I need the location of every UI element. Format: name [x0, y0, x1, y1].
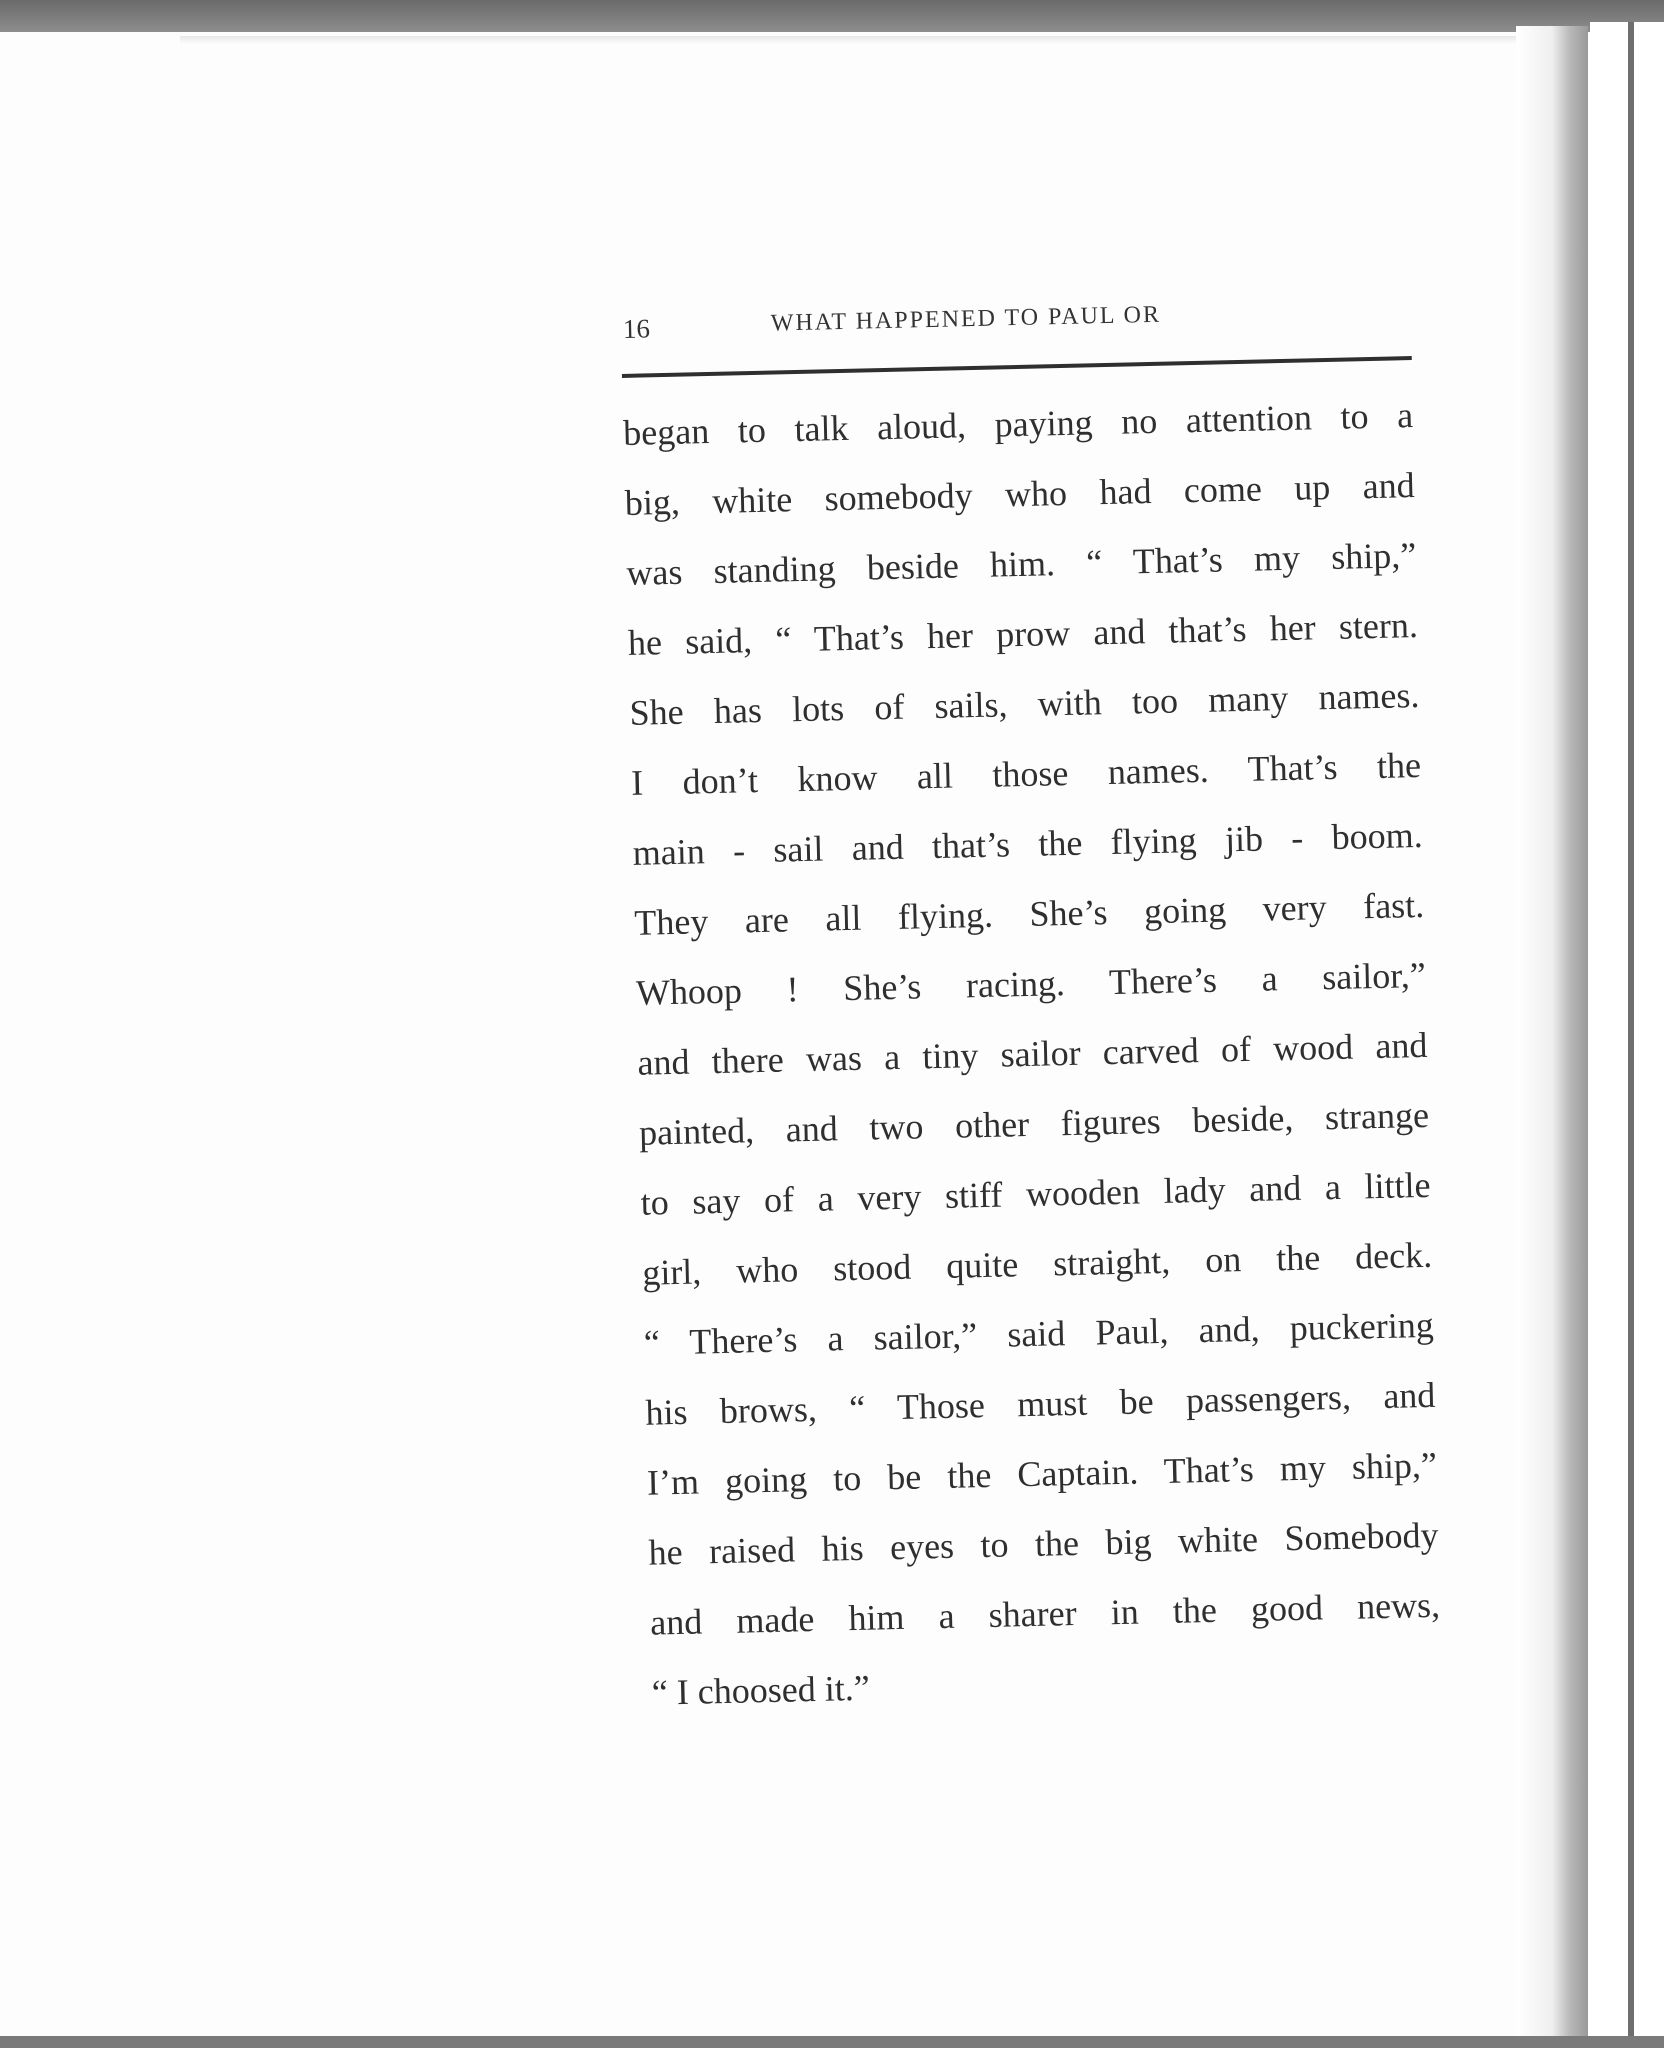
text-line: painted, and two other figures beside, strange	[638, 1094, 1430, 1153]
scanner-border-top	[0, 0, 1664, 32]
text-line: he raised his eyes to the big white Somebody	[648, 1514, 1439, 1573]
running-head-title: WHAT HAPPENED TO PAUL OR	[770, 301, 1162, 337]
text-line: began to talk aloud, paying no attention to a	[622, 395, 1414, 453]
scanner-border-bottom	[0, 2036, 1664, 2048]
header-rule	[622, 356, 1412, 378]
text-line: and there was a tiny sailor carved of wood and	[637, 1024, 1428, 1083]
page-number: 16	[622, 313, 651, 344]
text-line: his brows, “ Those must be passengers, and	[645, 1374, 1436, 1433]
text-line: big, white somebody who had come up and	[624, 465, 1416, 523]
page-shadow	[180, 36, 1516, 44]
scanner-edge-line	[1628, 22, 1634, 2048]
text-line: They are all flying. She’s going very fast.	[633, 884, 1425, 943]
text-line: to say of a very stiff wooden lady and a little	[640, 1164, 1431, 1223]
text-line: and made him a sharer in the good news,	[649, 1584, 1441, 1643]
text-line: Whoop ! She’s racing. There’s a sailor,”	[635, 954, 1427, 1013]
text-line: She has lots of sails, with too many names.	[629, 674, 1420, 733]
text-line: main - sail and that’s the flying jib - boom.	[632, 814, 1424, 873]
text-line-last: “ I choosed it.”	[651, 1667, 871, 1713]
text-line: was standing beside him. “ That’s my ship,”	[625, 535, 1417, 593]
text-line: “ There’s a sailor,” said Paul, and, puckering	[643, 1304, 1435, 1363]
text-line: girl, who stood quite straight, on the deck.	[641, 1234, 1433, 1293]
text-line: I’m going to be the Captain. That’s my ship,”	[646, 1444, 1438, 1503]
scanner-border-right	[1590, 22, 1664, 2048]
text-line: he said, “ That’s her prow and that’s her stern.	[627, 604, 1419, 663]
page-text-block	[620, 272, 1452, 1728]
page-edge	[1516, 26, 1588, 2036]
text-line: I don’t know all those names. That’s the	[630, 744, 1422, 803]
body-text	[622, 380, 1442, 1728]
